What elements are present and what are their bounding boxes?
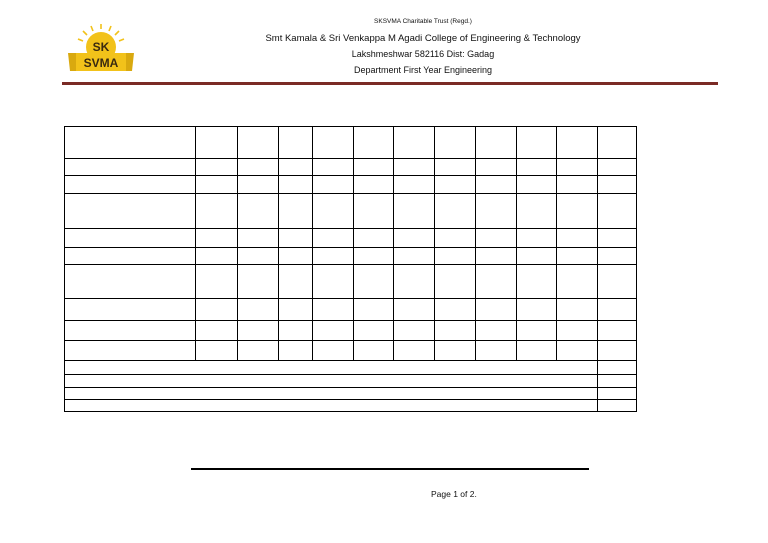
- table-cell: [557, 341, 598, 361]
- table-cell: [517, 127, 557, 159]
- table-cell: [517, 229, 557, 248]
- table-cell: [517, 176, 557, 194]
- table-cell: [313, 248, 354, 265]
- table-cell: [279, 341, 313, 361]
- table-cell: [196, 341, 238, 361]
- table-cell: [435, 265, 476, 299]
- table-cell: [557, 176, 598, 194]
- logo-bottom-text: SVMA: [83, 56, 119, 70]
- table-cell: [598, 127, 637, 159]
- table-row: [65, 248, 637, 265]
- table-cell: [476, 176, 517, 194]
- table-cell: [557, 248, 598, 265]
- table-cell: [394, 194, 435, 229]
- table-cell: [517, 265, 557, 299]
- table-cell: [598, 265, 637, 299]
- table-cell: [517, 194, 557, 229]
- table-cell: [65, 229, 196, 248]
- table-cell: [313, 176, 354, 194]
- table-footer-row: [65, 388, 637, 400]
- table-cell: [279, 321, 313, 341]
- table-cell: [598, 299, 637, 321]
- table-cell: [354, 321, 394, 341]
- letterhead: [200, 17, 646, 78]
- table-cell: [557, 321, 598, 341]
- table-cell: [313, 341, 354, 361]
- table-cell: [196, 229, 238, 248]
- table-cell: [598, 194, 637, 229]
- table-cell: [517, 341, 557, 361]
- table-cell: [394, 248, 435, 265]
- table-cell: [435, 159, 476, 176]
- table-cell: [313, 299, 354, 321]
- table-cell: [238, 265, 279, 299]
- table-cell: [238, 176, 279, 194]
- table-cell: [557, 127, 598, 159]
- table-cell: [354, 176, 394, 194]
- blank-form-table: [64, 126, 637, 412]
- table-cell: [598, 400, 637, 412]
- page-number: Page 1 of 2.: [431, 489, 477, 499]
- table-cell: [354, 127, 394, 159]
- table-cell: [279, 229, 313, 248]
- table-row: [65, 265, 637, 299]
- table-cell: [598, 321, 637, 341]
- table-row: [65, 194, 637, 229]
- table-cell: [279, 248, 313, 265]
- table-cell: [476, 299, 517, 321]
- table-cell: [598, 229, 637, 248]
- table-cell: [196, 248, 238, 265]
- table-cell: [598, 248, 637, 265]
- table-cell: [354, 299, 394, 321]
- table-row: [65, 229, 637, 248]
- table-cell: [354, 265, 394, 299]
- table-cell: [435, 229, 476, 248]
- table-cell: [238, 248, 279, 265]
- table-cell: [557, 229, 598, 248]
- table-footer-row: [65, 375, 637, 388]
- table-cell: [354, 341, 394, 361]
- table-header-row: [65, 127, 637, 159]
- table-cell: [394, 265, 435, 299]
- table-cell: [313, 265, 354, 299]
- table-cell: [65, 127, 196, 159]
- table-cell: [354, 159, 394, 176]
- table-cell: [313, 229, 354, 248]
- college-name: Smt Kamala & Sri Venkappa M Agadi College of Engineering & Technology: [265, 33, 581, 44]
- table-cell: [598, 159, 637, 176]
- table-cell: [394, 159, 435, 176]
- table-cell: [435, 194, 476, 229]
- department-name: Department First Year Engineering: [353, 65, 493, 75]
- table-cell: [65, 176, 196, 194]
- table-cell: [476, 194, 517, 229]
- table-cell: [238, 299, 279, 321]
- table-cell: [435, 321, 476, 341]
- table-cell: [65, 321, 196, 341]
- table-footer-row: [65, 400, 637, 412]
- table-cell: [65, 248, 196, 265]
- college-address: Lakshmeshwar 582116 Dist: Gadag: [351, 49, 495, 59]
- table-cell: [557, 299, 598, 321]
- table-cell: [65, 400, 598, 412]
- table-cell: [238, 229, 279, 248]
- table-cell: [394, 176, 435, 194]
- table-cell: [238, 127, 279, 159]
- table-cell: [517, 299, 557, 321]
- table-cell: [65, 265, 196, 299]
- table-cell: [313, 321, 354, 341]
- table-row: [65, 299, 637, 321]
- table-cell: [65, 361, 598, 375]
- table-cell: [196, 159, 238, 176]
- table-cell: [65, 388, 598, 400]
- table-cell: [435, 299, 476, 321]
- table-cell: [394, 321, 435, 341]
- table-cell: [313, 194, 354, 229]
- table-cell: [65, 375, 598, 388]
- table-cell: [476, 229, 517, 248]
- table-cell: [279, 176, 313, 194]
- table-cell: [313, 127, 354, 159]
- table-cell: [476, 127, 517, 159]
- table-cell: [557, 159, 598, 176]
- table-cell: [196, 176, 238, 194]
- table-cell: [394, 341, 435, 361]
- table-cell: [476, 321, 517, 341]
- table-cell: [196, 127, 238, 159]
- table-cell: [557, 194, 598, 229]
- table-cell: [238, 159, 279, 176]
- table-cell: [598, 176, 637, 194]
- table-cell: [313, 159, 354, 176]
- table-cell: [517, 159, 557, 176]
- table-cell: [435, 341, 476, 361]
- table-cell: [238, 341, 279, 361]
- table-cell: [65, 159, 196, 176]
- table-cell: [435, 176, 476, 194]
- table-footer-row: [65, 361, 637, 375]
- table-cell: [598, 361, 637, 375]
- table-cell: [598, 341, 637, 361]
- table-cell: [279, 194, 313, 229]
- table-row: [65, 159, 637, 176]
- table-cell: [65, 341, 196, 361]
- table-cell: [65, 299, 196, 321]
- table-cell: [354, 229, 394, 248]
- table-cell: [394, 127, 435, 159]
- table-cell: [196, 194, 238, 229]
- table-cell: [435, 248, 476, 265]
- table-cell: [196, 299, 238, 321]
- table-cell: [279, 159, 313, 176]
- table-cell: [238, 194, 279, 229]
- table-cell: [196, 321, 238, 341]
- table-cell: [517, 321, 557, 341]
- table-cell: [238, 321, 279, 341]
- logo-top-text: SK: [92, 40, 110, 54]
- table-cell: [435, 127, 476, 159]
- header-divider: [62, 82, 718, 85]
- table-cell: [598, 388, 637, 400]
- table-cell: [394, 229, 435, 248]
- table-row: [65, 321, 637, 341]
- table-cell: [394, 299, 435, 321]
- svma-logo-icon: [66, 20, 136, 76]
- signature-line: [191, 468, 589, 470]
- trust-name: SKSVMA Charitable Trust (Regd.): [374, 18, 472, 25]
- table-cell: [476, 341, 517, 361]
- table-cell: [354, 248, 394, 265]
- table-cell: [279, 299, 313, 321]
- table-cell: [196, 265, 238, 299]
- table-cell: [476, 265, 517, 299]
- table-cell: [517, 248, 557, 265]
- table-cell: [279, 127, 313, 159]
- table-cell: [476, 248, 517, 265]
- table-cell: [279, 265, 313, 299]
- table-cell: [598, 375, 637, 388]
- table-row: [65, 341, 637, 361]
- table-cell: [354, 194, 394, 229]
- table-cell: [65, 194, 196, 229]
- college-logo: [66, 20, 136, 76]
- table-cell: [557, 265, 598, 299]
- table-cell: [476, 159, 517, 176]
- table-row: [65, 176, 637, 194]
